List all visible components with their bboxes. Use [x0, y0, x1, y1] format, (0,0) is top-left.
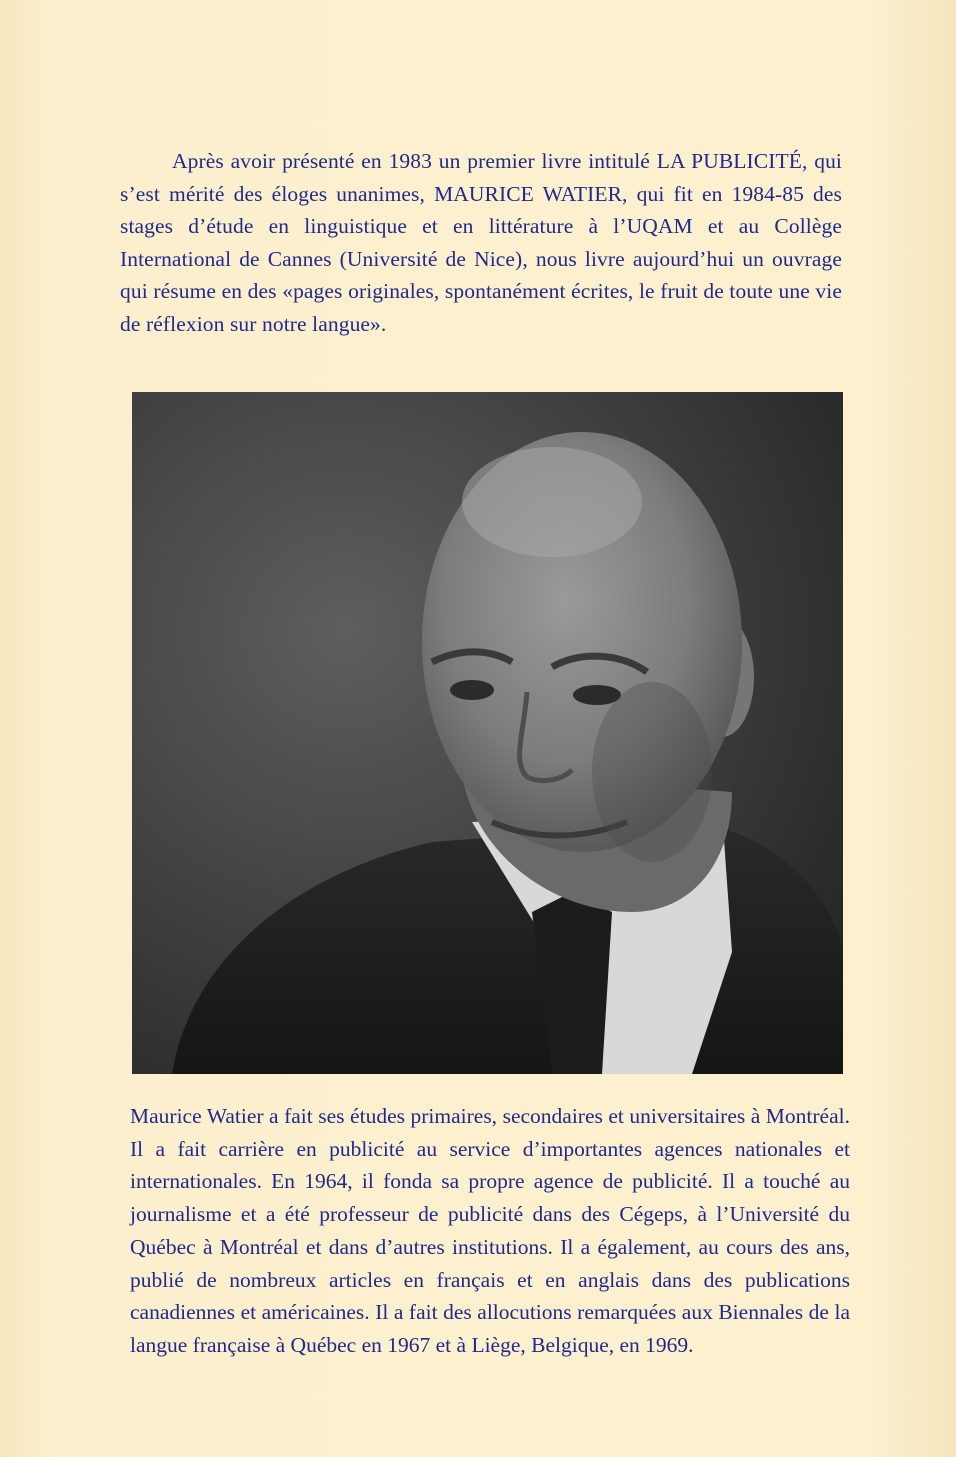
- author-portrait: [132, 392, 843, 1074]
- portrait-image: [132, 392, 843, 1074]
- intro-paragraph: Après avoir présenté en 1983 un premier livre intitulé LA PUBLICITÉ, qui s’est mérité des éloges unanimes, MAURICE WATIER, qui fit en 1984-85 des stages d’étude en linguistique et en littérature à l’UQAM et au Collège International de Cannes (Université de Nice), nous livre aujourd’hui un ouvrage qui résume en des «pages originales, spontanément écrites, le fruit de toute une vie de réflexion sur notre langue».: [120, 149, 842, 336]
- author-biography: Maurice Watier a fait ses études primaires, secondaires et universitaires à Montréal. Il a fait carrière en publicité au service d’importantes agences nationales et internationales. En 1964, il fonda sa propre agence de publicité. Il a touché au journalisme et a été professeur de publicité dans des Cégeps, à l’Université du Québec à Montréal et dans d’autres institutions. Il a également, au cours des ans, publié de nombreux articles en français et en anglais dans des publications canadiennes et américaines. Il a fait des allocutions remarquées aux Biennales de la langue française à Québec en 1967 et à Liège, Belgique, en 1969.: [130, 1104, 850, 1357]
